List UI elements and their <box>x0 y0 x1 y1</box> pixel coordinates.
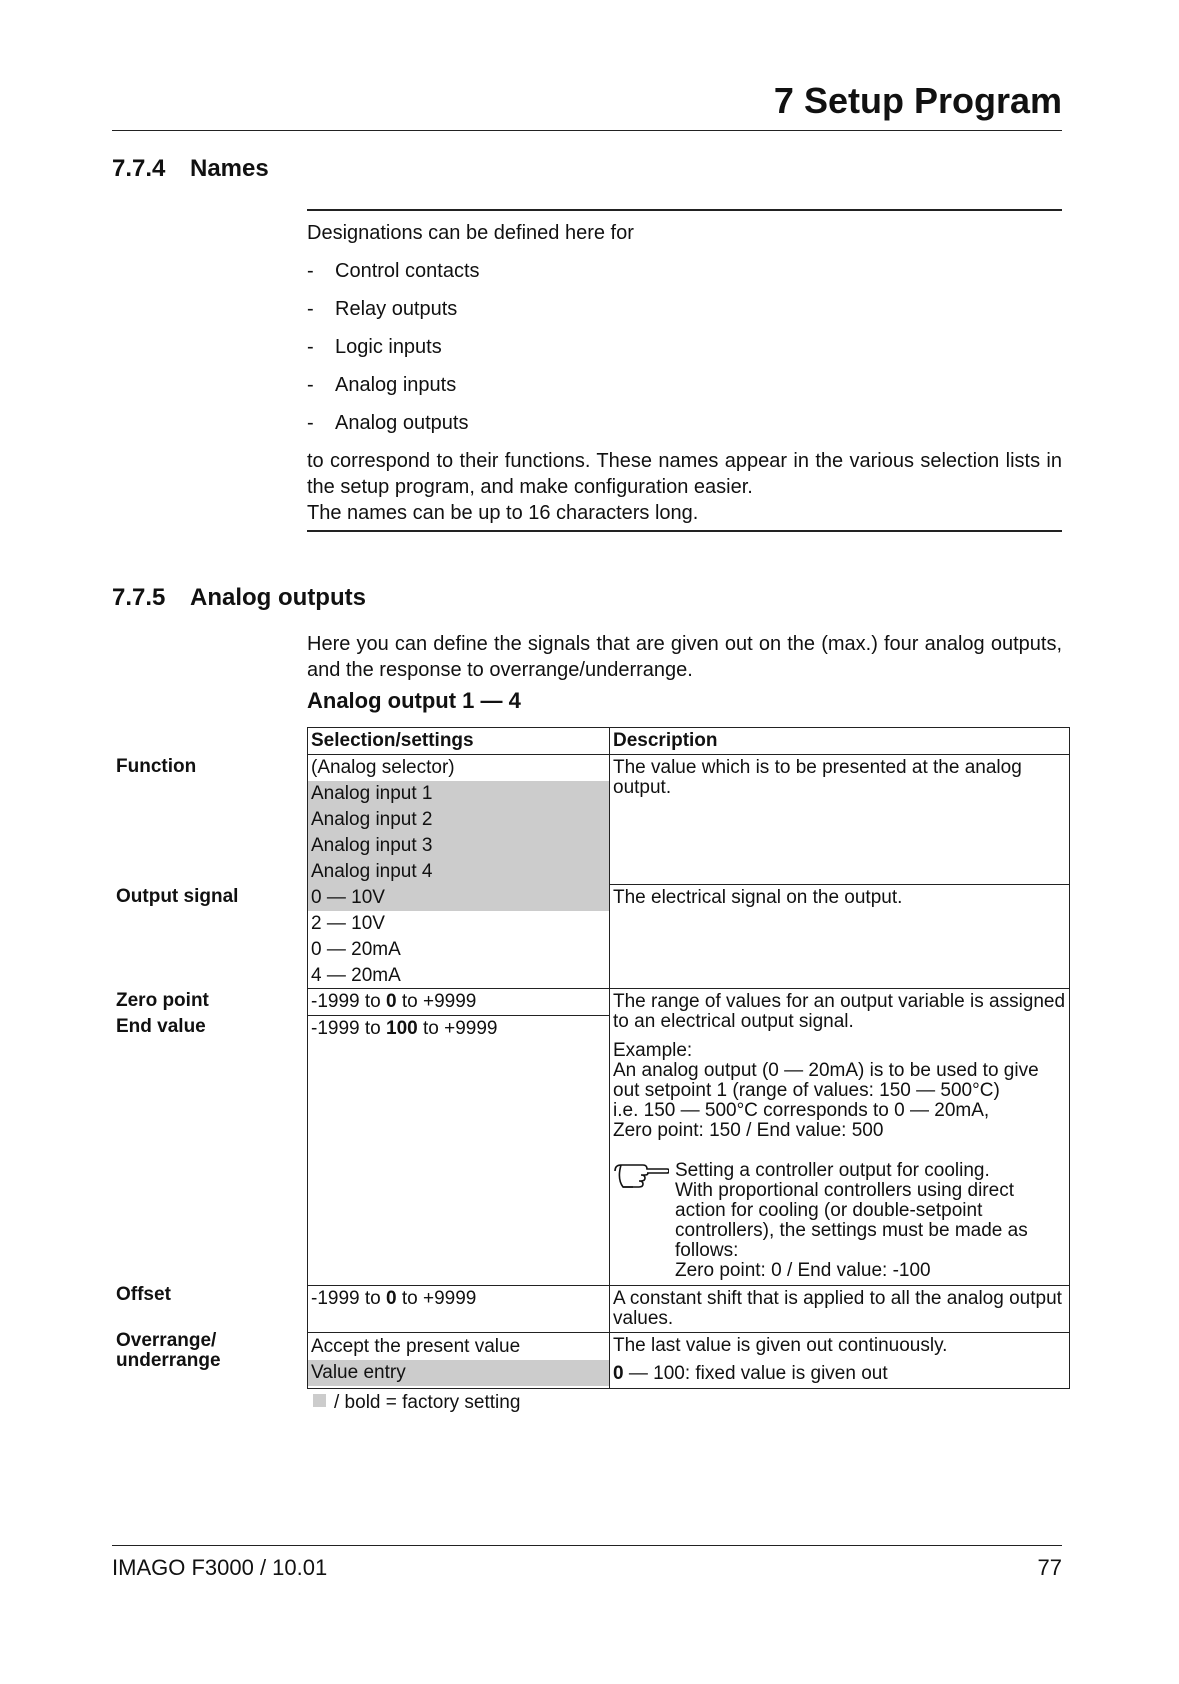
table-cell: 0 — 10V <box>308 885 609 911</box>
row-label-offset: Offset <box>116 1284 171 1305</box>
row-label-function: Function <box>116 756 197 777</box>
section-analog-heading <box>112 584 366 612</box>
table-cell: 0 — 20mA <box>311 939 401 960</box>
table-cell: The last value is given out continuously. <box>613 1335 948 1356</box>
table-cell: Value entry <box>308 1360 609 1386</box>
row-label-output-signal: Output signal <box>116 886 239 907</box>
names-intro: Designations can be defined here for <box>307 222 634 244</box>
row-label-overrange: Overrange/ underrange <box>116 1330 221 1371</box>
list-item: - Logic inputs <box>307 336 442 358</box>
footer-rule <box>112 1545 1062 1546</box>
col-header-selection: Selection/settings <box>311 730 474 751</box>
row-label-zero-point: Zero point <box>116 990 209 1011</box>
table-cell: (Analog selector) <box>311 757 455 778</box>
table-cell: A constant shift that is applied to all the analog output values. <box>613 1288 1062 1329</box>
table-cell: Accept the present value <box>311 1336 521 1357</box>
names-box-bottom-rule <box>307 530 1062 532</box>
section-number: 7.7.4 <box>112 155 166 182</box>
names-length-note: The names can be up to 16 characters long. <box>307 502 699 524</box>
list-item: - Control contacts <box>307 260 480 282</box>
table-cell: -1999 to 0 to +9999 <box>311 991 477 1012</box>
table-cell: -1999 to 0 to +9999 <box>311 1288 477 1309</box>
names-box-top-rule <box>307 209 1062 211</box>
analog-subtitle: Analog output 1 — 4 <box>307 688 521 713</box>
header-rule <box>112 130 1062 131</box>
table-cell: Analog input 2 <box>308 807 609 833</box>
col-header-description: Description <box>613 730 718 751</box>
table-row-offset <box>307 1285 1070 1332</box>
note-text: Setting a controller output for cooling. With proportional controllers using direct action for cooling (or double-setpoint controllers), the settings must be made as follows: Zero point: 0 / End value: -100 <box>675 1160 1028 1281</box>
section-names-heading <box>112 155 269 183</box>
page-number: 77 <box>1037 1555 1062 1580</box>
row-label-end-value: End value <box>116 1016 206 1037</box>
names-closing: to correspond to their functions. These names appear in the various selection lists in the setup program, and make configuration easier. <box>307 450 1062 498</box>
table-cell: 4 — 20mA <box>311 965 401 986</box>
table-cell: Analog input 3 <box>308 833 609 859</box>
section-number: 7.7.5 <box>112 584 166 611</box>
factory-setting-legend: / bold = factory setting <box>313 1392 520 1414</box>
cooling-note <box>613 1161 1069 1281</box>
gray-swatch-icon <box>313 1394 326 1407</box>
table-cell: -1999 to 100 to +9999 <box>308 1015 609 1042</box>
footer-document: IMAGO F3000 / 10.01 <box>112 1555 328 1580</box>
table-cell: 2 — 10V <box>311 913 385 934</box>
table-row-range <box>307 988 1070 1285</box>
analog-intro: Here you can define the signals that are given out on the (max.) four analog outputs, and the response to overrange/underrange. <box>307 633 1062 681</box>
example-block: Example: An analog output (0 — 20mA) is to be used to give out setpoint 1 (range of values: 150 — 500°C) i.e. 150 — 500°C corresponds to 0 — 20mA, Zero point: 150 / End value: 500 <box>613 1040 1039 1141</box>
table-row-output-signal <box>307 884 1070 988</box>
table-cell: Analog input 4 <box>308 859 609 885</box>
table-row-overrange <box>307 1332 1070 1389</box>
table-cell: 0 — 100: fixed value is given out <box>613 1363 888 1384</box>
names-list <box>307 258 1062 448</box>
names-body <box>307 220 1062 526</box>
analog-output-table <box>307 727 1070 1389</box>
table-header-row <box>307 727 1070 754</box>
table-cell: The electrical signal on the output. <box>613 887 903 908</box>
list-item: - Analog inputs <box>307 374 457 396</box>
list-item: - Analog outputs <box>307 412 469 434</box>
chapter-title: 7 Setup Program <box>773 80 1062 121</box>
section-title: Names <box>190 155 269 182</box>
list-item: - Relay outputs <box>307 298 458 320</box>
table-cell: The value which is to be presented at the analog output. <box>613 757 1022 798</box>
table-cell: The range of values for an output variable is assigned to an electrical output signal. <box>613 991 1066 1032</box>
table-row-function <box>307 754 1070 884</box>
pointing-hand-icon <box>613 1161 675 1281</box>
section-title: Analog outputs <box>190 584 366 611</box>
table-cell: Analog input 1 <box>308 781 609 807</box>
